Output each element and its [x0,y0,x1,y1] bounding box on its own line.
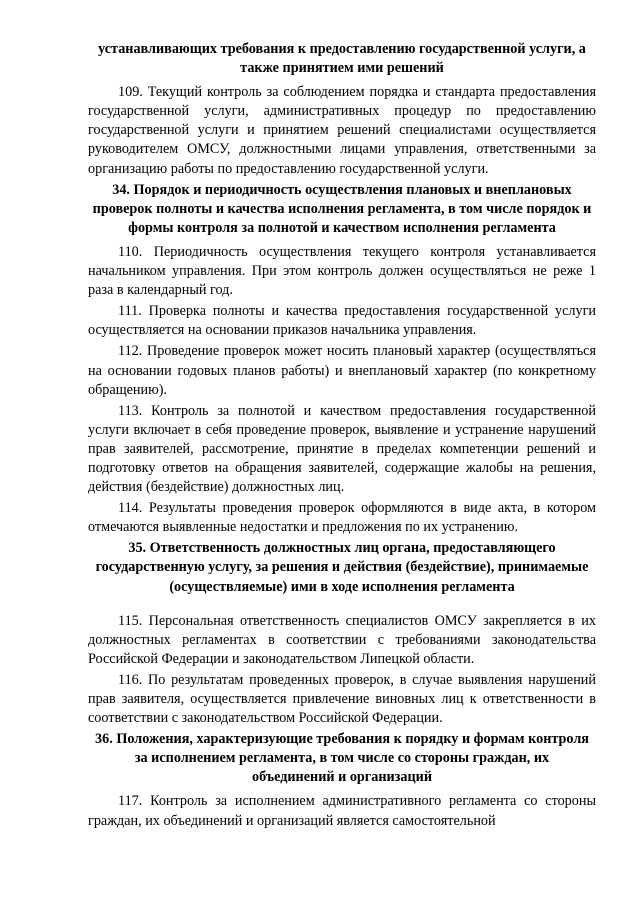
paragraph-113: 113. Контроль за полнотой и качеством предоставления государственной услуги включает в себя проведение проверок, выявление и устранение нарушений прав заявителей, рассмотрение, принятие в пределах компетенции решений и подготовку ответов на обращения заявителей, содержащие жалобы на решения, действия (бездействие) должностных лиц. [88,402,596,496]
paragraph-114: 114. Результаты проведения проверок оформляются в виде акта, в котором отмечаются выявленные недостатки и предложения по их устранению. [88,500,596,536]
paragraph-112: 112. Проведение проверок может носить плановый характер (осуществляться на основании годовых планов работы) и внеплановый характер (по конкретному обращению). [88,343,596,398]
paragraph-109: 109. Текущий контроль за соблюдением порядка и стандарта предоставления государственной услуги, административных процедур по предоставлению государственной услуги и принятием решений специалистами осуществляется руководителем ОМСУ, должностными лицами управления, ответственными за организацию работы по предоставлению государственной услуги. [88,84,596,177]
section-heading-35: 35. Ответственность должностных лиц органа, предоставляющего государственную услугу, за решения и действия (бездействие), принимаемые (осуществляемые) ими в ходе исполнения регламента [95,540,589,595]
paragraph-115: 115. Персональная ответственность специалистов ОМСУ закрепляется в их должностных регламентах в соответствии с требованиями законодательства Российской Федерации и законодательством Липецкой области. [88,612,596,667]
paragraph-110: 110. Периодичность осуществления текущего контроля устанавливается начальником управления. При этом контроль должен осуществляться не реже 1 раза в календарный год. [88,243,596,299]
section-heading-continued: устанавливающих требования к предоставлению государственной услуги, а также принятием ими решений [98,41,586,77]
paragraph-111: 111. Проверка полноты и качества предоставления государственной услуги осуществляется на основании приказов начальника управления. [88,303,596,339]
spacer [88,602,596,612]
paragraph-117: 117. Контроль за исполнением административного регламента со стороны граждан, их объединений и организаций является самостоятельной [88,793,596,829]
document-page [88,40,596,833]
section-heading-34: 34. Порядок и периодичность осуществления плановых и внеплановых проверок полноты и качества исполнения регламента, в том числе порядок и формы контроля за полнотой и качеством исполнения регламента [92,181,592,236]
paragraph-116: 116. По результатам проведенных проверок, в случае выявления нарушений прав заявителя, осуществляется привлечение виновных лиц к ответственности в соответствии с законодательством Российской Федерации. [88,671,596,727]
section-heading-36: 36. Положения, характеризующие требования к порядку и формам контроля за исполнением регламента, в том числе со стороны граждан, их объединений и организаций [95,731,589,786]
